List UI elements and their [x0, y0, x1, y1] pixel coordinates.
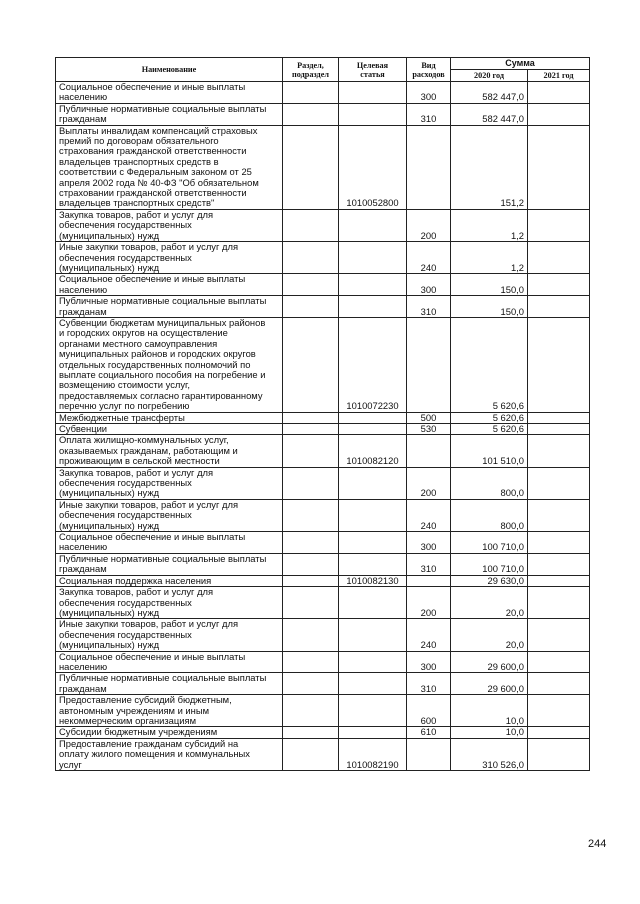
table-row [56, 209, 590, 241]
cell-name: Закупка товаров, работ и услуг для обеспечения государственных (муниципальных) нужд [56, 467, 283, 499]
cell-s2020: 5 620,6 [451, 424, 528, 435]
cell-s2021 [528, 412, 590, 423]
header-2020: 2020 год [451, 70, 528, 82]
header-section: Раздел, подраздел [283, 58, 339, 82]
cell-section [283, 435, 339, 467]
cell-target [339, 467, 407, 499]
cell-s2021 [528, 619, 590, 651]
cell-vid: 310 [407, 553, 451, 575]
cell-s2020: 151,2 [451, 125, 528, 209]
cell-section [283, 499, 339, 531]
cell-name: Социальная поддержка населения [56, 575, 283, 586]
cell-name: Межбюджетные трансферты [56, 412, 283, 423]
table-row [56, 727, 590, 738]
cell-s2021 [528, 651, 590, 673]
cell-name: Социальное обеспечение и иные выплаты населению [56, 82, 283, 104]
cell-target [339, 424, 407, 435]
cell-name: Публичные нормативные социальные выплаты гражданам [56, 296, 283, 318]
table-row [56, 296, 590, 318]
cell-vid: 200 [407, 587, 451, 619]
budget-table [55, 57, 590, 771]
cell-target: 1010082120 [339, 435, 407, 467]
cell-s2021 [528, 553, 590, 575]
cell-s2020: 1,2 [451, 209, 528, 241]
cell-s2020: 5 620,6 [451, 412, 528, 423]
table-row [56, 553, 590, 575]
cell-section [283, 695, 339, 727]
cell-target: 1010052800 [339, 125, 407, 209]
cell-name: Субвенции бюджетам муниципальных районов и городских округов на осуществление органами местного самоуправления муниципальных районов и городских округов отдельных государственных полномочий по выплате социального пособия на погребение и возмещению стоимости услуг, предоставляемых согласно гарантированному перечню услуг по погребению [56, 317, 283, 412]
cell-target [339, 412, 407, 423]
cell-s2021 [528, 209, 590, 241]
cell-name: Оплата жилищно-коммунальных услуг, оказываемых гражданам, работающим и проживающим в сельской местности [56, 435, 283, 467]
cell-section [283, 242, 339, 274]
cell-s2021 [528, 738, 590, 770]
cell-vid: 240 [407, 242, 451, 274]
cell-s2020: 100 710,0 [451, 532, 528, 554]
cell-s2020: 20,0 [451, 587, 528, 619]
table-row [56, 651, 590, 673]
cell-target [339, 553, 407, 575]
table-row [56, 695, 590, 727]
cell-target: 1010072230 [339, 317, 407, 412]
cell-target [339, 619, 407, 651]
cell-s2020: 29 600,0 [451, 673, 528, 695]
table-row [56, 424, 590, 435]
header-2021: 2021 год [528, 70, 590, 82]
cell-s2021 [528, 727, 590, 738]
cell-target [339, 103, 407, 125]
table-header [56, 58, 590, 82]
table-row [56, 499, 590, 531]
cell-name: Предоставление субсидий бюджетным, автономным учреждениям и иным некоммерческим организациям [56, 695, 283, 727]
cell-vid [407, 575, 451, 586]
cell-vid [407, 317, 451, 412]
cell-name: Публичные нормативные социальные выплаты гражданам [56, 673, 283, 695]
cell-target: 1010082130 [339, 575, 407, 586]
table-row [56, 317, 590, 412]
cell-vid [407, 125, 451, 209]
cell-s2020: 150,0 [451, 274, 528, 296]
cell-section [283, 575, 339, 586]
table-row [56, 619, 590, 651]
cell-target [339, 651, 407, 673]
cell-s2021 [528, 575, 590, 586]
table-row [56, 738, 590, 770]
header-sum: Сумма [451, 58, 590, 70]
cell-s2021 [528, 695, 590, 727]
cell-name: Субсидии бюджетным учреждениям [56, 727, 283, 738]
table-row [56, 587, 590, 619]
cell-s2021 [528, 317, 590, 412]
cell-target: 1010082190 [339, 738, 407, 770]
cell-s2021 [528, 103, 590, 125]
page-number: 244 [588, 838, 607, 850]
cell-section [283, 274, 339, 296]
cell-section [283, 424, 339, 435]
cell-s2020: 10,0 [451, 695, 528, 727]
table-row [56, 532, 590, 554]
cell-section [283, 587, 339, 619]
cell-name: Иные закупки товаров, работ и услуг для обеспечения государственных (муниципальных) нужд [56, 499, 283, 531]
cell-target [339, 242, 407, 274]
cell-vid: 300 [407, 82, 451, 104]
cell-section [283, 673, 339, 695]
cell-vid: 300 [407, 532, 451, 554]
header-name: Наименование [56, 58, 283, 82]
table-row [56, 435, 590, 467]
cell-vid [407, 738, 451, 770]
cell-name: Социальное обеспечение и иные выплаты населению [56, 274, 283, 296]
table-row [56, 467, 590, 499]
cell-target [339, 587, 407, 619]
table-row [56, 412, 590, 423]
cell-s2020: 101 510,0 [451, 435, 528, 467]
header-target: Целевая статья [339, 58, 407, 82]
cell-vid: 310 [407, 296, 451, 318]
cell-vid: 500 [407, 412, 451, 423]
cell-section [283, 553, 339, 575]
cell-vid: 200 [407, 467, 451, 499]
table-row [56, 673, 590, 695]
cell-s2021 [528, 467, 590, 499]
cell-s2020: 310 526,0 [451, 738, 528, 770]
cell-s2020: 29 630,0 [451, 575, 528, 586]
cell-section [283, 317, 339, 412]
cell-s2021 [528, 587, 590, 619]
cell-vid: 310 [407, 673, 451, 695]
cell-vid: 310 [407, 103, 451, 125]
cell-section [283, 532, 339, 554]
cell-name: Закупка товаров, работ и услуг для обеспечения государственных (муниципальных) нужд [56, 209, 283, 241]
cell-vid [407, 435, 451, 467]
cell-name: Социальное обеспечение и иные выплаты населению [56, 532, 283, 554]
cell-s2021 [528, 532, 590, 554]
cell-vid: 600 [407, 695, 451, 727]
table-body [56, 82, 590, 771]
cell-section [283, 125, 339, 209]
cell-name: Социальное обеспечение и иные выплаты населению [56, 651, 283, 673]
cell-vid: 240 [407, 499, 451, 531]
cell-section [283, 412, 339, 423]
cell-section [283, 82, 339, 104]
cell-vid: 300 [407, 274, 451, 296]
table-row [56, 575, 590, 586]
cell-section [283, 619, 339, 651]
cell-name: Выплаты инвалидам компенсаций страховых премий по договорам обязательного страхования гражданской ответственности владельцев транспортных средств в соответствии с Федеральным законом от 25 апреля 2002 года № 40-ФЗ "Об обязательном страховании гражданской ответственности владельцев транспортных средств" [56, 125, 283, 209]
cell-target [339, 727, 407, 738]
cell-s2021 [528, 82, 590, 104]
cell-s2021 [528, 296, 590, 318]
cell-target [339, 532, 407, 554]
cell-section [283, 209, 339, 241]
cell-vid: 300 [407, 651, 451, 673]
cell-target [339, 82, 407, 104]
cell-s2020: 800,0 [451, 467, 528, 499]
cell-s2021 [528, 424, 590, 435]
cell-s2021 [528, 673, 590, 695]
cell-s2021 [528, 242, 590, 274]
cell-s2020: 582 447,0 [451, 82, 528, 104]
cell-name: Публичные нормативные социальные выплаты гражданам [56, 553, 283, 575]
cell-vid: 610 [407, 727, 451, 738]
cell-s2020: 29 600,0 [451, 651, 528, 673]
cell-section [283, 738, 339, 770]
table-row [56, 274, 590, 296]
cell-section [283, 296, 339, 318]
cell-section [283, 103, 339, 125]
cell-name: Публичные нормативные социальные выплаты гражданам [56, 103, 283, 125]
header-vid: Вид расходов [407, 58, 451, 82]
table-row [56, 103, 590, 125]
cell-target [339, 274, 407, 296]
cell-name: Иные закупки товаров, работ и услуг для обеспечения государственных (муниципальных) нужд [56, 242, 283, 274]
cell-s2020: 1,2 [451, 242, 528, 274]
table-row [56, 82, 590, 104]
cell-s2020: 100 710,0 [451, 553, 528, 575]
cell-s2020: 5 620,6 [451, 317, 528, 412]
cell-vid: 200 [407, 209, 451, 241]
table-row [56, 125, 590, 209]
table-row [56, 242, 590, 274]
cell-s2021 [528, 125, 590, 209]
cell-s2020: 582 447,0 [451, 103, 528, 125]
cell-target [339, 695, 407, 727]
cell-s2020: 800,0 [451, 499, 528, 531]
cell-name: Предоставление гражданам субсидий на оплату жилого помещения и коммунальных услуг [56, 738, 283, 770]
cell-name: Субвенции [56, 424, 283, 435]
cell-vid: 240 [407, 619, 451, 651]
cell-section [283, 727, 339, 738]
cell-s2020: 150,0 [451, 296, 528, 318]
cell-s2021 [528, 274, 590, 296]
cell-name: Иные закупки товаров, работ и услуг для обеспечения государственных (муниципальных) нужд [56, 619, 283, 651]
cell-section [283, 467, 339, 499]
cell-section [283, 651, 339, 673]
cell-s2020: 20,0 [451, 619, 528, 651]
cell-s2020: 10,0 [451, 727, 528, 738]
cell-s2021 [528, 499, 590, 531]
cell-s2021 [528, 435, 590, 467]
cell-vid: 530 [407, 424, 451, 435]
cell-name: Закупка товаров, работ и услуг для обеспечения государственных (муниципальных) нужд [56, 587, 283, 619]
cell-target [339, 296, 407, 318]
cell-target [339, 673, 407, 695]
cell-target [339, 499, 407, 531]
cell-target [339, 209, 407, 241]
